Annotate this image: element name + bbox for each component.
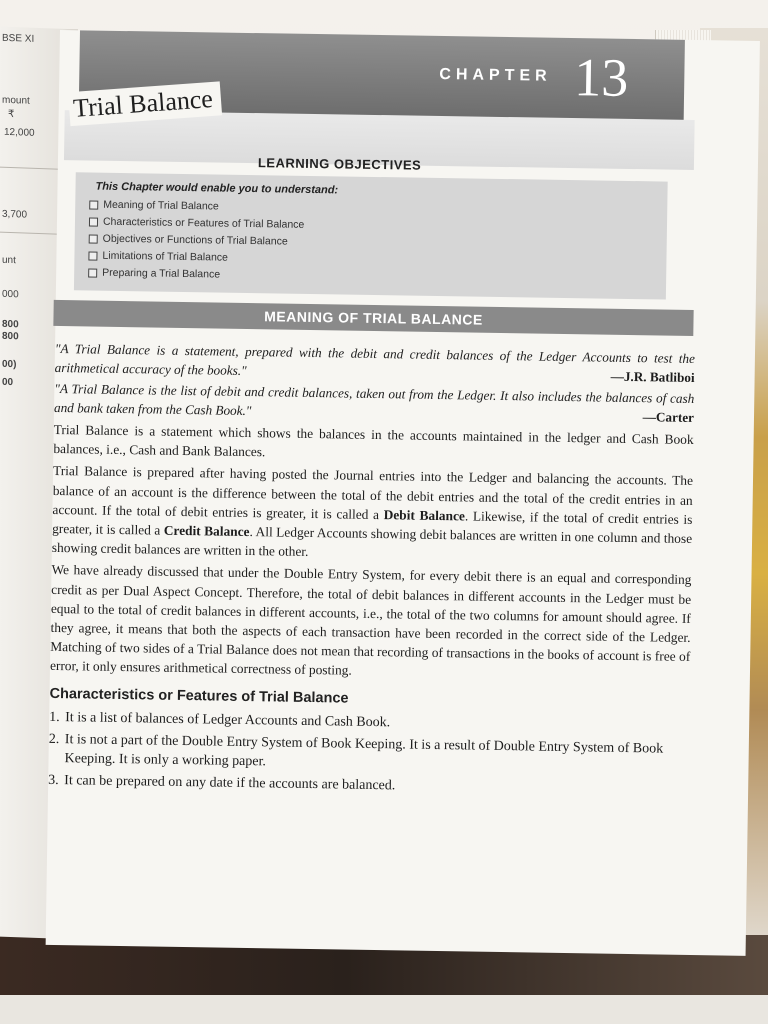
list-item [48, 730, 689, 778]
term-credit-balance: Credit Balance [163, 522, 250, 540]
checkbox-square-icon [89, 217, 98, 226]
term-debit-balance: Debit Balance [383, 506, 466, 524]
characteristics-list [48, 708, 689, 800]
book-page [46, 30, 760, 956]
item-text: It is not a part of the Double Entry System of Book Keeping. It is a result of Double Entry System of Book Keeping. It is only a working paper. [64, 731, 664, 769]
section-heading-band [53, 300, 693, 336]
quote-author: —J.R. Batliboi [610, 368, 695, 385]
quote-carter [54, 380, 695, 427]
item-text: It is a list of balances of Ledger Accounts and Cash Book. [65, 709, 391, 730]
paragraph-preparation [52, 461, 693, 567]
objective-text: Characteristics or Features of Trial Balance [102, 215, 305, 231]
left-fragment: 800 [2, 330, 19, 343]
quote-text: "A Trial Balance is the list of debit and credit balances, taken out from the Ledger. It also includes the balances of cash and bank taken from the Cash Book." [53, 380, 695, 418]
para-text: Trial Balance is prepared after having posted the Journal entries into the Ledger and balancing the accounts. The balance of an account is the difference between the total of the debit entries and the total of the credit entries in an account. If the total of debit entries is greater, it is called a [52, 463, 694, 522]
list-item [88, 264, 304, 284]
left-fragment: 00 [2, 376, 14, 389]
characteristics-heading: Characteristics or Features of Trial Balance [49, 685, 349, 707]
learning-objectives-heading: LEARNING OBJECTIVES [257, 155, 422, 173]
quote-batliboi [55, 340, 696, 387]
quote-author: —Carter [642, 408, 695, 425]
checkbox-square-icon [89, 234, 98, 243]
paragraph-definition: Trial Balance is a statement which shows the balances in the accounts maintained in the ledger and Cash Book balances, i.e., Cash and Bank Balances. [53, 421, 694, 460]
item-number: 1. [49, 709, 60, 725]
chapter-number: 13 [573, 47, 629, 108]
objective-text: Limitations of Trial Balance [102, 249, 229, 264]
objective-text: Objectives or Functions of Trial Balance [102, 232, 288, 248]
left-rule [0, 232, 60, 235]
left-fragment: ₹ [8, 108, 15, 121]
learning-objectives-intro: This Chapter would enable you to understand: [95, 180, 339, 197]
objective-text: Preparing a Trial Balance [102, 266, 221, 281]
section-heading: MEANING OF TRIAL BALANCE [264, 308, 483, 328]
chapter-label: CHAPTER [439, 65, 552, 85]
item-text: It can be prepared on any date if the accounts are balanced. [64, 772, 396, 794]
left-fragment: mount [2, 94, 30, 107]
left-fragment: unt [2, 254, 16, 267]
checkbox-square-icon [89, 200, 98, 209]
chapter-title: Trial Balance [68, 81, 222, 126]
left-fragment: 12,000 [4, 126, 35, 139]
left-fragment: BSE XI [2, 32, 35, 45]
para-text: . All Ledger Accounts showing debit balances are written in one column and those showing credit balances are written in the other. [51, 524, 693, 560]
left-fragment: 800 [2, 318, 19, 331]
learning-objectives-list [88, 196, 305, 284]
item-number: 3. [48, 772, 59, 788]
objective-text: Meaning of Trial Balance [103, 198, 219, 213]
checkbox-square-icon [88, 268, 97, 277]
quote-text: "A Trial Balance is a statement, prepared with the debit and credit balances of the Ledger Accounts to test the arithmetical accuracy of the books." [54, 340, 696, 378]
page-body [48, 340, 695, 803]
left-fragment: 3,700 [2, 208, 28, 221]
left-fragment: 00) [2, 358, 17, 371]
paragraph-double-entry: We have already discussed that under the Double Entry System, for every debit there is an equal and corresponding credit as per Dual Aspect Concept. Therefore, the total of debit balances in different accounts in the Ledger must be equal to the total of credit balances in different accounts, i.e., the total of the two columns for amount should agree. If they agree, it means that both the aspects of each transaction have been recorded in the correct side of the Ledger. Matching of two sides of a Trial Balance does not mean that recording of transactions in the books of account is free of error, it only ensures arithmetical correctness of posting. [49, 562, 692, 679]
left-fragment: 000 [2, 288, 19, 301]
para-text: . Likewise, if the total of credit entries is greater, it is called a [52, 508, 693, 538]
learning-objectives-box [74, 172, 668, 299]
item-number: 2. [48, 731, 60, 747]
left-rule [0, 167, 60, 170]
checkbox-square-icon [88, 251, 97, 260]
